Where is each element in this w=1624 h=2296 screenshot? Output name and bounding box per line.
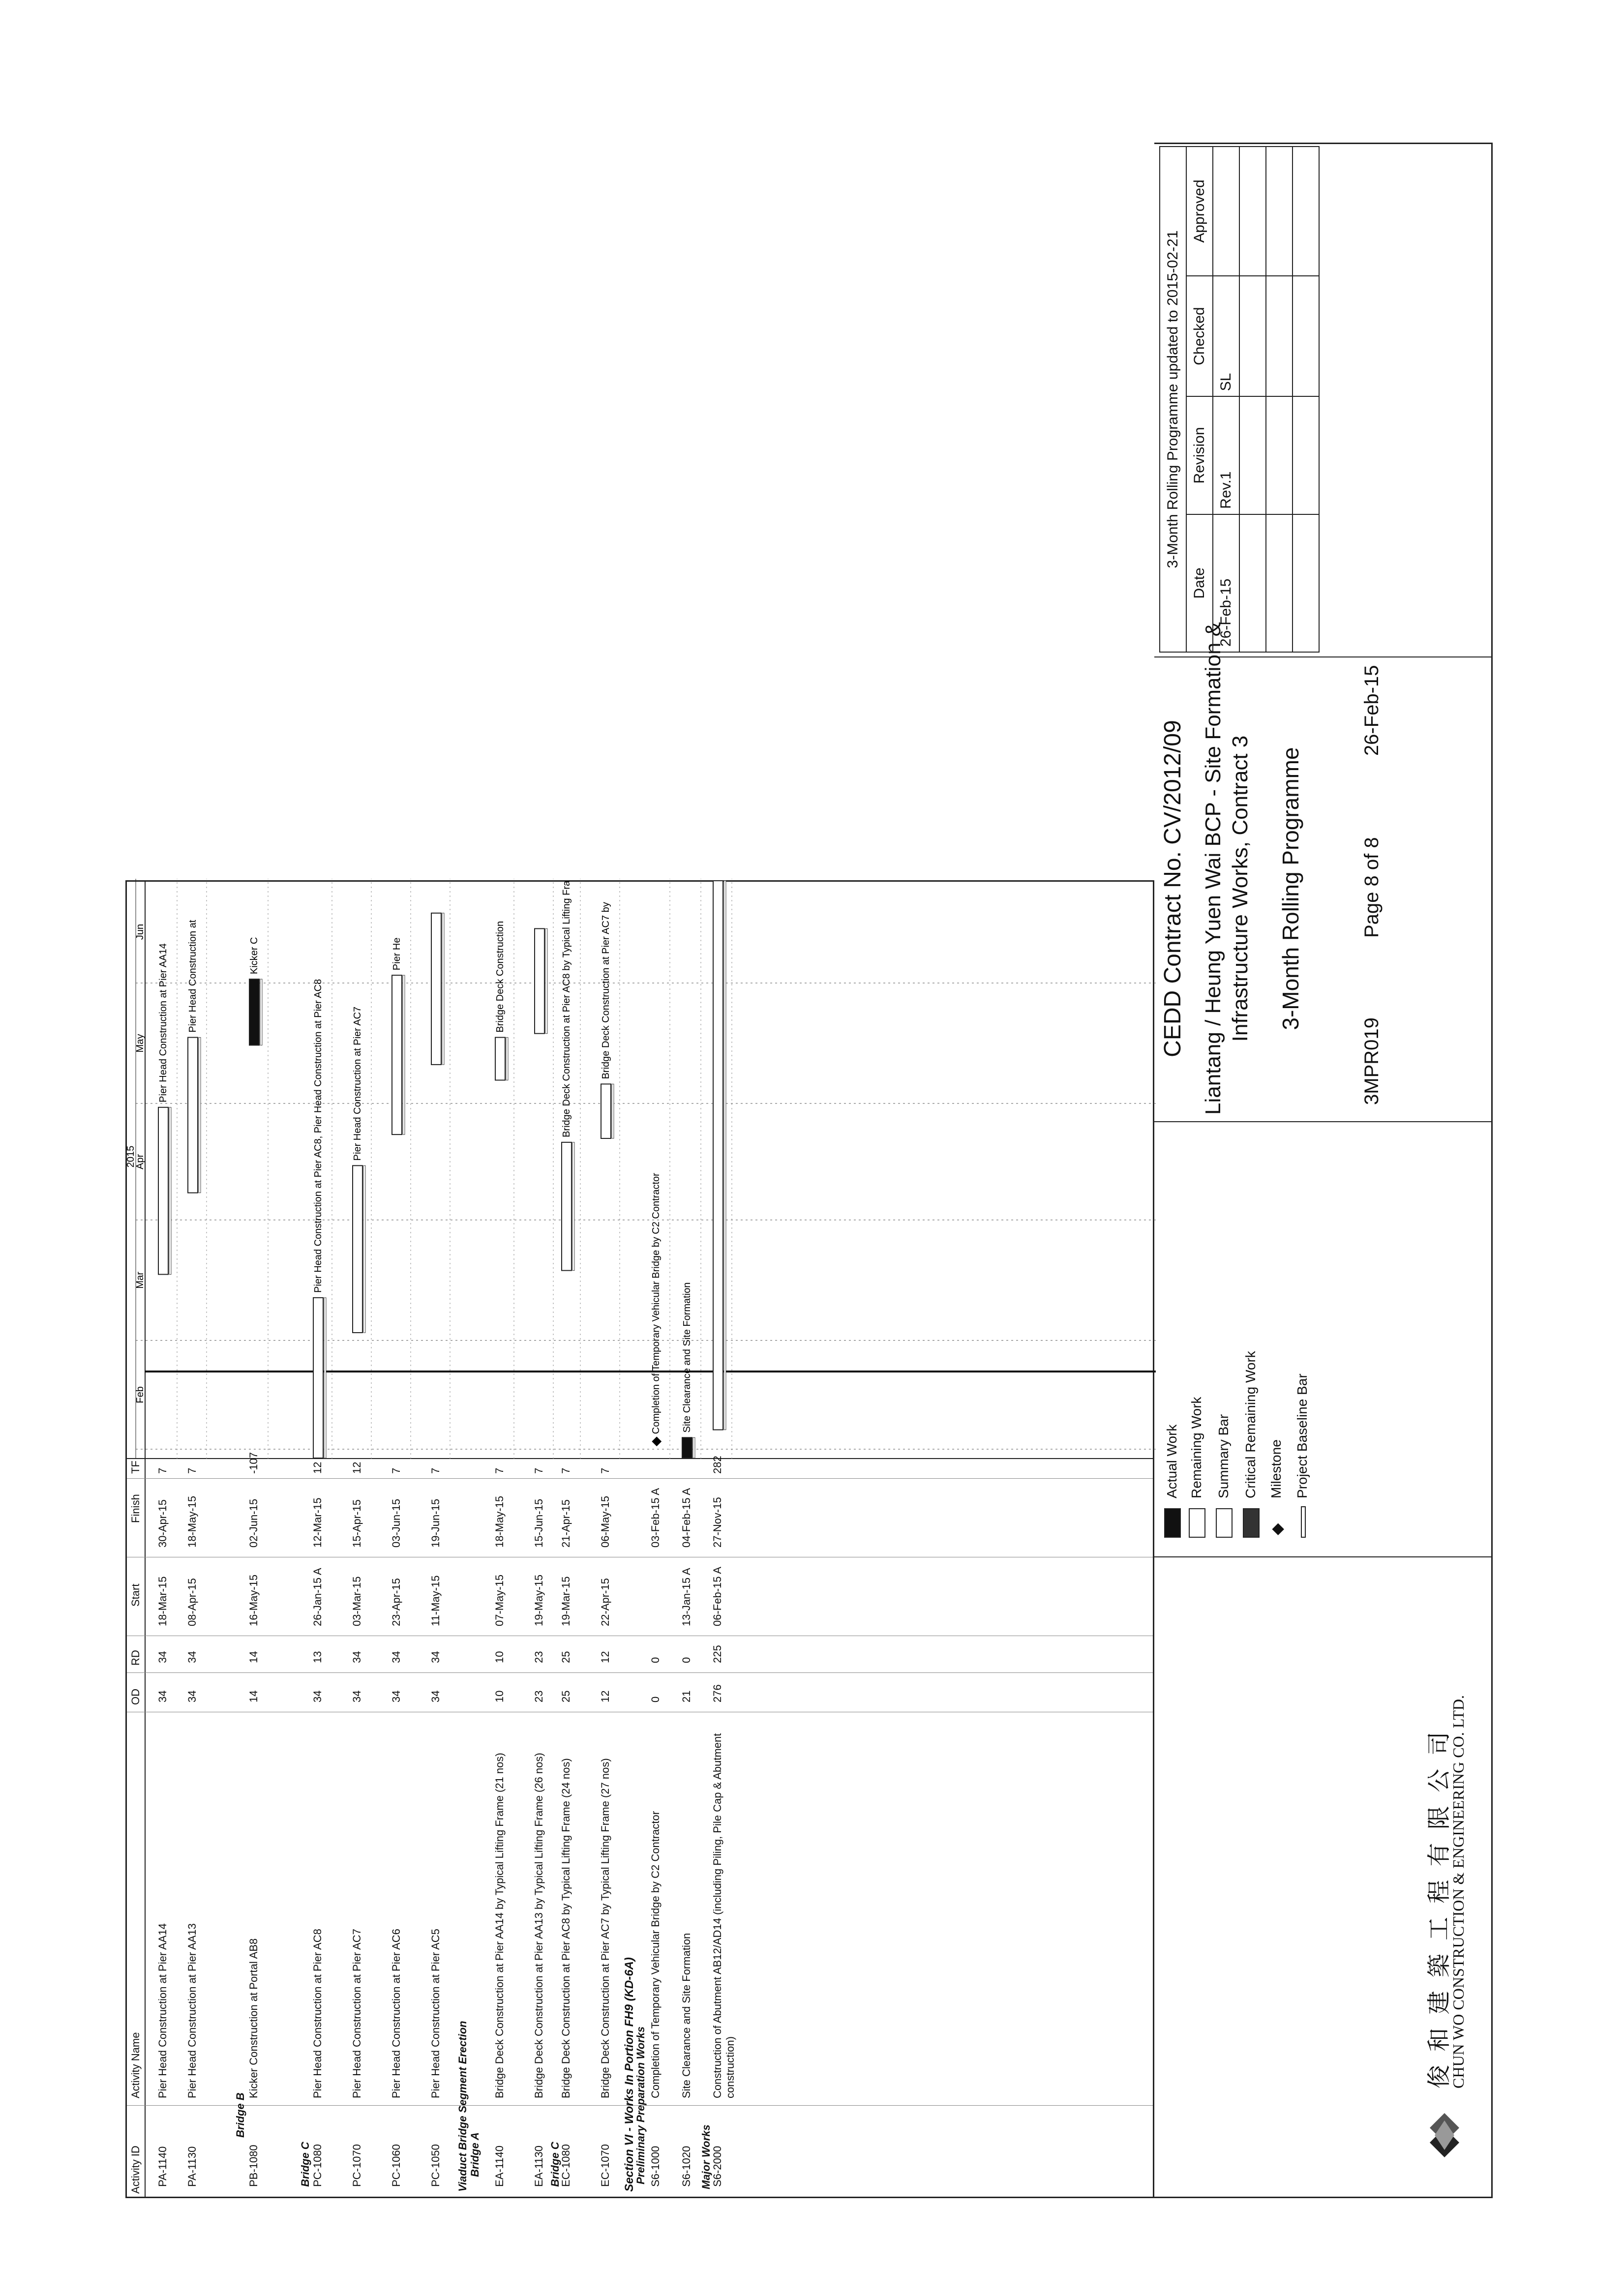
bar-label: Pier Head Construction at Pier AC8, Pier Head Construction at Pier AC8 xyxy=(313,979,324,1293)
rev-col-checked: Checked xyxy=(1186,276,1213,396)
od-value: 34 xyxy=(429,1690,442,1702)
col-activity-name: Activity Name xyxy=(129,2032,142,2098)
finish-date: 27-Nov-15 xyxy=(711,1497,723,1548)
group-viaduct: Viaduct Bridge Segment Erection xyxy=(456,2021,469,2192)
group-section-vi: Section VI - Works In Portion FH9 (KD-6A) xyxy=(623,1957,636,2192)
tf-value: 12 xyxy=(311,1461,324,1474)
tf-value: 7 xyxy=(186,1467,198,1474)
rd-value: 0 xyxy=(649,1657,662,1663)
contract-title: CEDD Contract No. CV/2012/09 xyxy=(1160,720,1186,1057)
activity-id: EA-1140 xyxy=(493,2146,506,2187)
rd-value: 34 xyxy=(351,1651,363,1663)
finish-date: 19-Jun-15 xyxy=(429,1498,442,1548)
revision-table xyxy=(1159,146,1320,653)
tf-value: 7 xyxy=(390,1467,402,1474)
tf-value: 282 xyxy=(711,1456,723,1474)
rd-value: 225 xyxy=(711,1645,723,1663)
group-bridge-c: Bridge C xyxy=(299,2142,311,2187)
activity-table xyxy=(125,880,1154,2198)
col-rd: RD xyxy=(129,1650,142,1666)
col-divider xyxy=(127,1672,1153,1673)
start-date: 13-Jan-15 A xyxy=(680,1568,692,1626)
rev-col-approved: Approved xyxy=(1186,147,1213,276)
od-value: 23 xyxy=(533,1690,545,1702)
year-label: 2015 xyxy=(125,1145,136,1168)
baseline-bar xyxy=(724,881,726,1430)
activity-bar xyxy=(601,1084,611,1138)
month-label: Apr xyxy=(135,1154,146,1169)
rd-value: 13 xyxy=(311,1651,324,1663)
od-value: 12 xyxy=(599,1690,611,1702)
od-value: 34 xyxy=(390,1690,402,1702)
activity-name: Bridge Deck Construction at Pier AC7 by Typical Lifting Frame (27 nos) xyxy=(599,1758,611,2098)
finish-date: 30-Apr-15 xyxy=(156,1499,169,1548)
finish-date: 15-Apr-15 xyxy=(351,1499,363,1548)
month-label: Jun xyxy=(135,924,146,940)
start-date: 19-Mar-15 xyxy=(560,1576,572,1626)
legend-summary-swatch xyxy=(1216,1508,1233,1538)
legend-baseline: Project Baseline Bar xyxy=(1294,1373,1310,1498)
rd-value: 34 xyxy=(429,1651,442,1663)
rd-value: 14 xyxy=(247,1651,260,1663)
month-label: Mar xyxy=(135,1272,146,1289)
rd-value: 34 xyxy=(156,1651,169,1663)
finish-date: 18-May-15 xyxy=(493,1495,506,1548)
group-prelim: Preliminary Preparation Works xyxy=(634,2026,647,2184)
start-date: 19-May-15 xyxy=(533,1574,545,1626)
rev-row-checked: SL xyxy=(1213,276,1239,396)
legend-actual: Actual Work xyxy=(1164,1424,1179,1498)
schedule-sheet xyxy=(125,143,1493,2198)
tf-value: 7 xyxy=(560,1467,572,1474)
finish-date: 04-Feb-15 A xyxy=(680,1488,692,1548)
activity-bar xyxy=(495,1038,505,1080)
rev-row-revision: Rev.1 xyxy=(1213,396,1239,514)
od-value: 34 xyxy=(186,1690,198,1702)
col-start: Start xyxy=(129,1583,142,1607)
col-tf: TF xyxy=(129,1461,142,1474)
activity-name: Pier Head Construction at Pier AC6 xyxy=(390,1929,402,2098)
activity-name: Pier Head Construction at Pier AC5 xyxy=(429,1929,442,2098)
tf-value: 7 xyxy=(533,1467,545,1474)
activity-bar xyxy=(188,1038,198,1193)
finish-date: 21-Apr-15 xyxy=(560,1499,572,1548)
rd-value: 10 xyxy=(493,1651,506,1663)
bar-label: Pier Head Construction at Pier AA14 xyxy=(158,943,169,1103)
legend-actual-swatch xyxy=(1164,1508,1181,1538)
rev-row-date: 26-Feb-15 xyxy=(1213,514,1239,652)
activity-id: PB-1080 xyxy=(247,2145,260,2187)
rd-value: 12 xyxy=(599,1651,611,1663)
activity-id: S6-2000 xyxy=(711,2146,723,2187)
programme-title: 3-Month Rolling Programme xyxy=(1278,747,1303,1030)
divider xyxy=(1154,1556,1491,1557)
activity-id: EC-1070 xyxy=(599,2144,611,2187)
rd-value: 23 xyxy=(533,1651,545,1663)
start-date: 08-Apr-15 xyxy=(186,1578,198,1626)
activity-name: Pier Head Construction at Pier AA14 xyxy=(156,1923,169,2098)
company-logo xyxy=(1420,2103,1469,2162)
baseline-bar xyxy=(363,1165,365,1333)
tf-value: 7 xyxy=(493,1467,506,1474)
od-value: 14 xyxy=(247,1690,260,1702)
rd-value: 0 xyxy=(680,1657,692,1663)
start-date: 03-Mar-15 xyxy=(351,1576,363,1626)
col-od: OD xyxy=(129,1689,142,1705)
tf-value: 7 xyxy=(156,1467,169,1474)
baseline-bar xyxy=(324,1298,326,1458)
bar-label: Pier He xyxy=(391,937,402,971)
bar-label: Pier Head Construction at xyxy=(187,920,198,1033)
finish-date: 18-May-15 xyxy=(186,1495,198,1548)
activity-bar xyxy=(562,1142,571,1271)
activity-name: Bridge Deck Construction at Pier AC8 by Typical Lifting Frame (24 nos) xyxy=(560,1758,572,2098)
group-bridge-a: Bridge A xyxy=(469,2132,481,2177)
finish-date: 03-Jun-15 xyxy=(390,1498,402,1548)
activity-id: S6-1020 xyxy=(680,2146,692,2187)
rev-col-date: Date xyxy=(1186,514,1213,652)
activity-bar xyxy=(158,1107,168,1275)
rd-value: 25 xyxy=(560,1651,572,1663)
activity-bar xyxy=(392,975,402,1134)
od-value: 276 xyxy=(711,1684,723,1702)
baseline-bar xyxy=(506,1038,508,1080)
activity-name: Bridge Deck Construction at Pier AA13 by Typical Lifting Frame (26 nos) xyxy=(533,1753,545,2098)
tf-value: -107 xyxy=(247,1452,260,1474)
od-value: 34 xyxy=(156,1690,169,1702)
activity-id: PA-1130 xyxy=(186,2146,198,2187)
activity-bar xyxy=(535,928,544,1033)
rev-row-approved xyxy=(1213,147,1239,276)
baseline-bar xyxy=(403,975,405,1134)
finish-date: 02-Jun-15 xyxy=(247,1498,260,1548)
baseline-bar xyxy=(169,1107,171,1275)
tf-value: 12 xyxy=(351,1461,363,1474)
bar-label: Site Clearance and Site Formation xyxy=(682,1282,692,1433)
legend-baseline-swatch xyxy=(1301,1506,1306,1538)
activity-name: Pier Head Construction at Pier AC8 xyxy=(311,1929,324,2098)
tf-value: 7 xyxy=(599,1467,611,1474)
doc-number: 3MPR019 xyxy=(1361,1017,1383,1105)
baseline-bar xyxy=(442,913,444,1065)
activity-bar xyxy=(682,1437,692,1458)
legend-remaining-swatch xyxy=(1189,1508,1205,1538)
bar-label: Bridge Deck Construction at Pier AC8 by Typical Lifting Fra xyxy=(561,880,572,1137)
title-block xyxy=(1154,143,1493,2198)
start-date: 16-May-15 xyxy=(247,1574,260,1626)
rd-value: 34 xyxy=(390,1651,402,1663)
bar-label: Bridge Deck Construction xyxy=(495,921,506,1033)
od-value: 34 xyxy=(311,1690,324,1702)
rd-value: 34 xyxy=(186,1651,198,1663)
project-title-2: Infrastructure Works, Contract 3 xyxy=(1228,735,1252,1042)
milestone-icon: ◆ xyxy=(648,1436,663,1447)
legend-summary: Summary Bar xyxy=(1216,1414,1231,1498)
gantt-svg xyxy=(127,879,1156,1459)
activity-bar xyxy=(431,913,441,1065)
activity-id: PC-1050 xyxy=(429,2144,442,2187)
activity-id: EA-1130 xyxy=(533,2146,545,2187)
od-value: 21 xyxy=(680,1690,692,1702)
rev-col-revision: Revision xyxy=(1186,396,1213,514)
activity-id: EC-1080 xyxy=(560,2144,572,2187)
activity-name: Completion of Temporary Vehicular Bridge by C2 Contractor xyxy=(649,1811,662,2098)
od-value: 0 xyxy=(649,1696,662,1702)
activity-name: Construction of Abutment AB12/AD14 (including Piling, Pile Cap & Abutment construction) xyxy=(711,1733,736,2098)
activity-name: Site Clearance and Site Formation xyxy=(680,1933,692,2098)
activity-id: PC-1080 xyxy=(311,2144,324,2187)
activity-name: Pier Head Construction at Pier AC7 xyxy=(351,1929,363,2098)
od-value: 34 xyxy=(351,1690,363,1702)
legend-remaining: Remaining Work xyxy=(1189,1397,1204,1498)
bar-label: Completion of Temporary Vehicular Bridge by C2 Contractor xyxy=(651,1173,662,1434)
col-finish: Finish xyxy=(129,1494,142,1523)
od-value: 25 xyxy=(560,1690,572,1702)
bar-label: Bridge Deck Construction at Pier AC7 by xyxy=(601,902,611,1079)
activity-bar xyxy=(353,1165,362,1333)
bar-label: Pier Head Construction at Pier AC7 xyxy=(352,1006,363,1161)
activity-id: S6-1000 xyxy=(649,2146,662,2187)
group-bridge-b: Bridge B xyxy=(234,2092,246,2138)
bar-label: Kicker C xyxy=(249,937,260,975)
start-date: 18-Mar-15 xyxy=(156,1576,169,1626)
group-bridge-c2: Bridge C xyxy=(549,2142,561,2187)
baseline-bar xyxy=(545,928,547,1033)
gantt-chart xyxy=(127,879,1153,1459)
baseline-bar xyxy=(260,979,262,1045)
activity-name: Kicker Construction at Portal AB8 xyxy=(247,1938,260,2098)
activity-bar xyxy=(249,979,259,1045)
activity-id: PC-1060 xyxy=(390,2144,402,2187)
finish-date: 06-May-15 xyxy=(599,1495,611,1548)
activity-name: Pier Head Construction at Pier AA13 xyxy=(186,1923,198,2098)
start-date: 22-Apr-15 xyxy=(599,1578,611,1626)
legend-critical: Critical Remaining Work xyxy=(1243,1351,1258,1498)
start-date: 23-Apr-15 xyxy=(390,1578,402,1626)
od-value: 10 xyxy=(493,1690,506,1702)
company-name-cn: 俊 和 建 築 工 程 有 限 公 司 xyxy=(1425,1729,1453,2088)
baseline-bar xyxy=(612,1084,614,1138)
legend-critical-swatch xyxy=(1243,1508,1260,1538)
month-label: May xyxy=(135,1034,146,1053)
revision-title: 3-Month Rolling Programme updated to 2015-02-21 xyxy=(1160,147,1186,652)
start-date: 06-Feb-15 A xyxy=(711,1566,723,1626)
finish-date: 15-Jun-15 xyxy=(533,1498,545,1548)
activity-name: Bridge Deck Construction at Pier AA14 by Typical Lifting Frame (21 nos) xyxy=(493,1753,506,2098)
company-name-en: CHUN WO CONSTRUCTION & ENGINEERING CO. LTD. xyxy=(1449,1695,1467,2088)
finish-date: 03-Feb-15 A xyxy=(649,1488,662,1548)
divider xyxy=(1154,1121,1491,1122)
group-major: Major Works xyxy=(700,2124,712,2189)
tf-value: 7 xyxy=(429,1467,442,1474)
month-label: Feb xyxy=(135,1386,146,1403)
start-date: 11-May-15 xyxy=(429,1575,442,1626)
activity-id: PA-1140 xyxy=(156,2146,169,2187)
start-date: 26-Jan-15 A xyxy=(311,1568,324,1626)
baseline-bar xyxy=(693,1437,695,1458)
baseline-bar xyxy=(572,1142,574,1271)
milestone-icon: ◆ xyxy=(1268,1523,1286,1535)
page-number: Page 8 of 8 xyxy=(1361,837,1383,938)
issue-date: 26-Feb-15 xyxy=(1361,665,1383,756)
activity-bar xyxy=(713,881,723,1430)
finish-date: 12-Mar-15 xyxy=(311,1497,324,1548)
activity-id: PC-1070 xyxy=(351,2144,363,2187)
col-divider xyxy=(127,1478,1153,1479)
legend-milestone: Milestone xyxy=(1268,1439,1284,1498)
activity-bar xyxy=(313,1298,323,1458)
start-date: 07-May-15 xyxy=(493,1574,506,1626)
col-activity-id: Activity ID xyxy=(129,2146,142,2194)
project-title-1: Liantang / Heung Yuen Wai BCP - Site Formation & xyxy=(1201,622,1225,1115)
baseline-bar xyxy=(199,1038,201,1193)
